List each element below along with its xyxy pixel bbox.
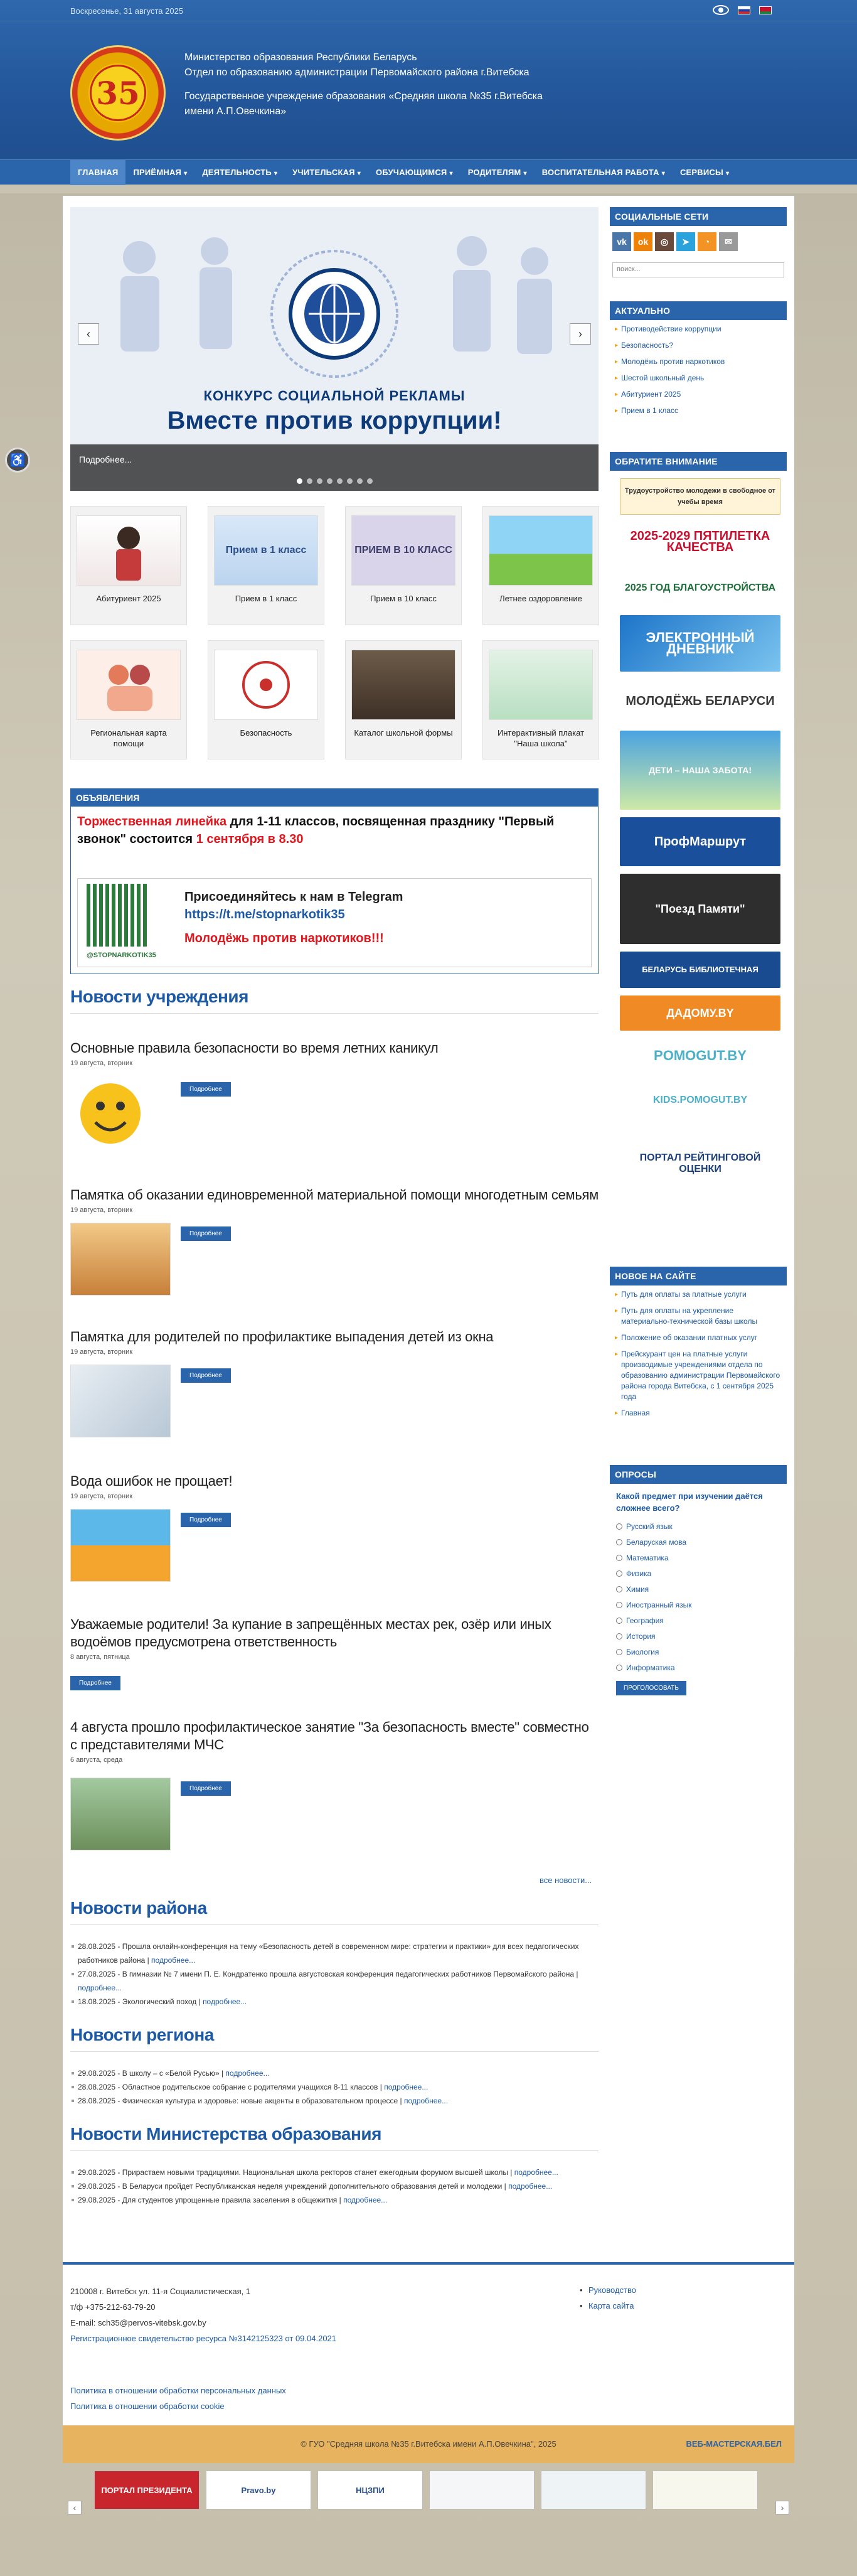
site-footer bbox=[63, 2262, 794, 2425]
more-link[interactable]: подробнее... bbox=[403, 2096, 449, 2105]
chevron-down-icon: ▾ bbox=[274, 170, 278, 177]
nav-upbringing[interactable]: ВОСПИТАТЕЛЬНАЯ РАБОТА ▾ bbox=[541, 168, 665, 177]
mail-icon[interactable]: ✉ bbox=[719, 232, 738, 251]
top-bar bbox=[0, 0, 857, 21]
actual-widget bbox=[610, 301, 787, 422]
tile-label: Прием в 10 класс bbox=[370, 594, 437, 603]
partner-banner[interactable]: Pravo.by bbox=[206, 2471, 311, 2509]
more-link[interactable]: подробнее... bbox=[384, 2083, 428, 2091]
tile-label: Абитуриент 2025 bbox=[96, 594, 161, 603]
tile-image bbox=[489, 650, 593, 720]
poll-option[interactable]: Беларуская мова bbox=[616, 1536, 782, 1548]
new-link[interactable]: Путь для оплаты за платные услуги bbox=[621, 1290, 747, 1299]
nav-services[interactable]: СЕРВИСЫ ▾ bbox=[679, 168, 730, 177]
telegram-text: Присоединяйтесь к нам в Telegram bbox=[184, 890, 403, 904]
poll-option[interactable]: Биология bbox=[616, 1646, 782, 1658]
widget-title: ОПРОСЫ bbox=[610, 1465, 787, 1484]
more-link[interactable]: подробнее... bbox=[508, 2182, 553, 2191]
news-title[interactable]: Вода ошибок не прощает! bbox=[70, 1473, 233, 1489]
chevron-down-icon: ▾ bbox=[357, 170, 361, 177]
slider-dot[interactable] bbox=[357, 478, 363, 484]
list-item: 18.08.2025 - Экологический поход | подробнее... bbox=[70, 1995, 599, 2009]
footer-links bbox=[580, 2282, 636, 2314]
banner-library[interactable]: БЕЛАРУСЬ БИБЛИОТЕЧНАЯ bbox=[620, 952, 780, 988]
partner-banner[interactable]: ПОРТАЛ ПРЕЗИДЕНТА bbox=[94, 2471, 200, 2509]
all-news-link[interactable]: все новости... bbox=[540, 1876, 592, 1885]
policy-links bbox=[70, 2383, 286, 2414]
slide-art-heading: Вместе против коррупции! bbox=[167, 407, 502, 434]
ok-icon[interactable]: ok bbox=[634, 232, 652, 251]
news-thumbnail[interactable] bbox=[70, 1509, 171, 1582]
news-more-button[interactable]: Подробнее bbox=[70, 1676, 120, 1690]
slider-prev-icon[interactable]: ‹ bbox=[78, 323, 99, 345]
banner-dadomu[interactable]: ДАДОМУ.BY bbox=[620, 996, 780, 1031]
news-title[interactable]: Основные правила безопасности во время летних каникул bbox=[70, 1040, 439, 1056]
partners-prev-icon[interactable]: ‹ bbox=[68, 2501, 82, 2514]
poll-form bbox=[610, 1484, 787, 1695]
partner-banners bbox=[63, 2463, 794, 2517]
banner-e-diary[interactable]: ЭЛЕКТРОННЫЙ ДНЕВНИК bbox=[620, 615, 780, 672]
actual-link[interactable]: Безопасность? bbox=[621, 341, 674, 350]
section-title-region: Новости региона bbox=[70, 2025, 599, 2052]
tile-image bbox=[77, 650, 181, 720]
nav-home[interactable]: ГЛАВНАЯ bbox=[70, 160, 125, 185]
news-item bbox=[70, 1186, 599, 1237]
logo-number: 35 bbox=[90, 65, 146, 121]
news-title[interactable]: Памятка для родителей по профилактике выпадения детей из окна bbox=[70, 1329, 494, 1344]
tile-label: Летнее оздоровление bbox=[499, 594, 582, 603]
tile-applicant[interactable] bbox=[70, 506, 187, 625]
tile-image bbox=[489, 515, 593, 586]
news-item bbox=[70, 1719, 599, 1792]
poll-option[interactable]: Русский язык bbox=[616, 1520, 782, 1533]
rss-icon[interactable]: ◔ bbox=[698, 232, 716, 251]
header-line-4: имени А.П.Овечкина» bbox=[184, 106, 287, 117]
radio-icon[interactable] bbox=[616, 1649, 622, 1655]
partner-banner[interactable] bbox=[541, 2471, 646, 2509]
news-more-button[interactable]: Подробнее bbox=[181, 1082, 231, 1097]
more-link[interactable]: подробнее... bbox=[514, 2168, 558, 2177]
new-link[interactable]: Положение об оказании платных услуг bbox=[621, 1333, 758, 1342]
slide-art-title: КОНКУРС СОЦИАЛЬНОЙ РЕКЛАМЫ bbox=[203, 388, 466, 404]
tile-uniform[interactable] bbox=[345, 640, 462, 759]
section-title-institution: Новости учреждения bbox=[70, 987, 599, 1014]
news-item bbox=[70, 1328, 599, 1379]
copyright-bar bbox=[63, 2425, 794, 2463]
tile-image bbox=[351, 650, 455, 720]
announcements-title: ОБЪЯВЛЕНИЯ bbox=[71, 789, 598, 807]
slider-dot[interactable] bbox=[297, 478, 302, 484]
news-item bbox=[70, 1473, 599, 1523]
announcements-box bbox=[70, 788, 599, 974]
nav-students[interactable]: ОБУЧАЮЩИМСЯ ▾ bbox=[375, 168, 453, 177]
list-item[interactable] bbox=[615, 1289, 783, 1300]
webmaster-link[interactable]: ВЕБ-МАСТЕРСКАЯ.БЕЛ bbox=[686, 2439, 782, 2449]
nav-reception[interactable]: ПРИЁМНАЯ ▾ bbox=[133, 168, 188, 177]
banner-memory-train[interactable]: "Поезд Памяти" bbox=[620, 874, 780, 944]
ministry-news-list bbox=[70, 2165, 599, 2207]
actual-link[interactable]: Абитуриент 2025 bbox=[621, 390, 681, 399]
news-more-button[interactable]: Подробнее bbox=[181, 1781, 231, 1796]
news-title[interactable]: 4 августа прошло профилактическое занятие "За безопасность вместе" совместно с представителями МЧС bbox=[70, 1719, 589, 1752]
vote-button[interactable]: ПРОГОЛОСОВАТЬ bbox=[616, 1681, 686, 1695]
banner-kids-pomogut[interactable]: KIDS.POMOGUT.BY bbox=[620, 1081, 780, 1120]
chevron-down-icon: ▾ bbox=[661, 170, 665, 177]
list-item[interactable] bbox=[615, 1408, 783, 1419]
more-link[interactable]: подробнее... bbox=[78, 1983, 122, 1992]
quick-tiles bbox=[70, 506, 599, 759]
news-date: 6 августа, среда bbox=[70, 1756, 123, 1764]
radio-icon[interactable] bbox=[616, 1618, 622, 1624]
list-item: 29.08.2025 - В школу – с «Белой Русью» | подробнее... bbox=[70, 2066, 599, 2080]
section-title-district: Новости района bbox=[70, 1898, 599, 1925]
banner-prof-route[interactable]: ПрофМаршрут bbox=[620, 817, 780, 866]
poll-option[interactable]: Физика bbox=[616, 1567, 782, 1580]
phone: т/ф +375-212-63-79-20 bbox=[70, 2302, 156, 2312]
tile-image bbox=[77, 515, 181, 586]
actual-link[interactable]: Противодействие коррупции bbox=[621, 325, 721, 333]
list-item: 28.08.2025 - Прошла онлайн-конференция на тему «Безопасность детей в современном мире: стратегии и практики» для всех педагогических работников района | подробнее... bbox=[70, 1940, 599, 1967]
header-text bbox=[184, 50, 543, 119]
more-link[interactable]: подробнее... bbox=[151, 1956, 196, 1965]
nav-activity[interactable]: ДЕЯТЕЛЬНОСТЬ ▾ bbox=[202, 168, 278, 177]
banner-improvement[interactable]: 2025 ГОД БЛАГОУСТРОЙСТВА bbox=[620, 569, 780, 608]
school-logo[interactable] bbox=[70, 45, 166, 141]
leadership-link[interactable]: Руководство bbox=[588, 2285, 636, 2295]
accessibility-icon[interactable]: ♿ bbox=[5, 448, 30, 473]
slider-dot[interactable] bbox=[347, 478, 353, 484]
news-date: 19 августа, вторник bbox=[70, 1206, 133, 1214]
tile-label: Региональная карта помощи bbox=[90, 728, 167, 748]
news-thumbnail[interactable] bbox=[70, 1223, 171, 1296]
low-vision-icon[interactable] bbox=[713, 5, 729, 15]
partners-next-icon[interactable]: › bbox=[775, 2501, 789, 2514]
instagram-icon[interactable]: ◎ bbox=[655, 232, 674, 251]
tile-label: Интерактивный плакат "Наша школа" bbox=[497, 728, 585, 748]
qr-code bbox=[87, 884, 149, 947]
list-item: 27.08.2025 - В гимназии № 7 имени П. Е. Кондратенко прошла августовская конференция педагогических работников Первомайского района | подробнее... bbox=[70, 1967, 599, 1995]
attention-widget bbox=[610, 452, 787, 1200]
section-title-ministry: Новости Министерства образования bbox=[70, 2124, 599, 2151]
tile-label: Каталог школьной формы bbox=[354, 728, 453, 738]
header-line-1: Министерство образования Республики Беларусь bbox=[184, 52, 417, 63]
copyright-text: © ГУО "Средняя школа №35 г.Витебска имени А.П.Овечкина", 2025 bbox=[301, 2439, 556, 2449]
radio-icon[interactable] bbox=[616, 1586, 622, 1592]
chevron-down-icon: ▾ bbox=[725, 170, 730, 177]
radio-icon[interactable] bbox=[616, 1602, 622, 1608]
news-more-button[interactable]: Подробнее bbox=[181, 1226, 231, 1241]
radio-icon[interactable] bbox=[616, 1570, 622, 1577]
poll-option[interactable]: Иностранный язык bbox=[616, 1599, 782, 1611]
poll-widget bbox=[610, 1465, 787, 1695]
lang-ru-flag-icon[interactable] bbox=[738, 6, 750, 14]
partner-banner[interactable] bbox=[652, 2471, 758, 2509]
slide-more-link[interactable]: Подробнее... bbox=[79, 454, 132, 464]
news-thumbnail[interactable] bbox=[70, 1365, 171, 1437]
tile-image: ПРИЕМ В 10 КЛАСС bbox=[351, 515, 455, 586]
news-thumbnail[interactable] bbox=[70, 1077, 171, 1150]
chevron-down-icon: ▾ bbox=[184, 170, 188, 177]
announcement-text: Торжественная линейка для 1-11 классов, посвященная празднику "Первый звонок" состоится 1 сентября в 8.30 bbox=[77, 815, 555, 846]
list-item[interactable] bbox=[615, 357, 783, 367]
new-link[interactable]: Прейскурант цен на платные услуги производимые учреждениями отдела по образованию администрации Первомайского района города Витебска, с 1 сентября 2025 года bbox=[621, 1350, 780, 1401]
more-link[interactable]: подробнее... bbox=[343, 2196, 388, 2204]
social-widget bbox=[610, 207, 787, 277]
slider-next-icon[interactable]: › bbox=[570, 323, 591, 345]
social-icons bbox=[610, 232, 787, 251]
slider-dot[interactable] bbox=[337, 478, 343, 484]
slider-dot[interactable] bbox=[307, 478, 312, 484]
list-item[interactable] bbox=[615, 1306, 783, 1327]
tile-safety[interactable] bbox=[208, 640, 324, 759]
widget-title: АКТУАЛЬНО bbox=[610, 301, 787, 320]
tile-poster[interactable] bbox=[482, 640, 599, 759]
list-item[interactable] bbox=[615, 405, 783, 416]
news-date: 19 августа, вторник bbox=[70, 1060, 133, 1067]
search-input[interactable]: поиск... bbox=[612, 262, 784, 277]
radio-icon[interactable] bbox=[616, 1555, 622, 1561]
radio-icon[interactable] bbox=[616, 1523, 622, 1530]
cookie-policy-link[interactable]: Политика в отношении обработки cookie bbox=[70, 2402, 225, 2411]
news-date: 19 августа, вторник bbox=[70, 1493, 133, 1500]
news-thumbnail[interactable] bbox=[70, 1778, 171, 1850]
footer-link[interactable] bbox=[580, 2282, 636, 2298]
tile-label: Прием в 1 класс bbox=[235, 594, 297, 603]
email[interactable]: E-mail: sch35@pervos-vitebsk.gov.by bbox=[70, 2318, 206, 2327]
telegram-link[interactable]: https://t.me/stopnarkotik35 bbox=[184, 908, 345, 921]
address: 210008 г. Витебск ул. 11-я Социалистическая, 1 bbox=[70, 2287, 251, 2296]
slider-dot[interactable] bbox=[317, 478, 322, 484]
list-item[interactable] bbox=[615, 1349, 783, 1402]
actual-link[interactable]: Прием в 1 класс bbox=[621, 406, 679, 415]
list-item: 29.08.2025 - Прирастаем новыми традициями. Национальная школа ректоров станет ежегодным форумом высшей школы | подробнее... bbox=[70, 2165, 599, 2179]
telegram-icon[interactable]: ➤ bbox=[676, 232, 695, 251]
actual-link[interactable]: Молодёжь против наркотиков bbox=[621, 357, 725, 366]
partner-banner[interactable] bbox=[429, 2471, 535, 2509]
new-list bbox=[610, 1285, 787, 1419]
privacy-policy-link[interactable]: Политика в отношении обработки персональных данных bbox=[70, 2386, 286, 2395]
region-news-list bbox=[70, 2066, 599, 2108]
news-more-button[interactable]: Подробнее bbox=[181, 1513, 231, 1527]
tile-help-map[interactable] bbox=[70, 640, 187, 759]
widget-title: НОВОЕ НА САЙТЕ bbox=[610, 1267, 787, 1285]
widget-title: СОЦИАЛЬНЫЕ СЕТИ bbox=[610, 207, 787, 226]
more-link[interactable]: подробнее... bbox=[225, 2069, 270, 2078]
list-item: 28.08.2025 - Областное родительское собрание с родителями учащихся 8-11 классов | подробнее... bbox=[70, 2080, 599, 2094]
widget-title: ОБРАТИТЕ ВНИМАНИЕ bbox=[610, 452, 787, 471]
slider-dot[interactable] bbox=[367, 478, 373, 484]
list-item[interactable] bbox=[615, 324, 783, 335]
banner-youth[interactable]: МОЛОДЁЖЬ БЕЛАРУСИ bbox=[620, 679, 780, 723]
news-more-button[interactable]: Подробнее bbox=[181, 1368, 231, 1383]
tile-first-grade[interactable] bbox=[208, 506, 324, 625]
current-date: Воскресенье, 31 августа 2025 bbox=[70, 6, 184, 16]
tile-image bbox=[214, 650, 318, 720]
news-date: 8 августа, пятница bbox=[70, 1653, 130, 1661]
nav-parents[interactable]: РОДИТЕЛЯМ ▾ bbox=[467, 168, 527, 177]
tile-summer[interactable] bbox=[482, 506, 599, 625]
district-news-list bbox=[70, 1940, 599, 2009]
header-line-2: Отдел по образованию администрации Первомайского района г.Витебска bbox=[184, 67, 530, 78]
banner-employment[interactable]: Трудоустройство молодежи в свободное от учебы время bbox=[620, 478, 780, 515]
slider-dot[interactable] bbox=[327, 478, 333, 484]
poll-option[interactable]: Информатика bbox=[616, 1661, 782, 1674]
new-link[interactable]: Путь для оплаты на укрепление материально-технической базы школы bbox=[621, 1306, 758, 1326]
site-header bbox=[0, 0, 857, 159]
telegram-slogan: Молодёжь против наркотиков!!! bbox=[184, 931, 384, 945]
qr-caption: @STOPNARKOTIK35 bbox=[87, 952, 156, 959]
list-item[interactable] bbox=[615, 1333, 783, 1343]
list-item[interactable] bbox=[615, 340, 783, 351]
new-on-site-widget bbox=[610, 1267, 787, 1424]
tile-tenth-grade[interactable] bbox=[345, 506, 462, 625]
list-item: 29.08.2025 - Для студентов упрощенные правила заселения в общежития | подробнее... bbox=[70, 2193, 599, 2207]
poll-question: Какой предмет при изучении даётся сложнее всего? bbox=[616, 1491, 763, 1513]
partner-banner[interactable]: НЦЗПИ bbox=[317, 2471, 423, 2509]
nav-teachers[interactable]: УЧИТЕЛЬСКАЯ ▾ bbox=[292, 168, 361, 177]
header-line-3: Государственное учреждение образования «Средняя школа №35 г.Витебска bbox=[184, 91, 543, 102]
slider-dots bbox=[70, 478, 599, 484]
poll-option[interactable]: География bbox=[616, 1614, 782, 1627]
chevron-down-icon: ▾ bbox=[449, 170, 453, 177]
actual-list bbox=[610, 320, 787, 416]
new-link[interactable]: Главная bbox=[621, 1409, 650, 1417]
news-item bbox=[70, 1616, 599, 1687]
vk-icon[interactable]: vk bbox=[612, 232, 631, 251]
banner-rating-portal[interactable]: ПОРТАЛ РЕЙТИНГОВОЙ ОЦЕНКИ bbox=[620, 1127, 780, 1200]
list-item: 29.08.2025 - В Беларуси пройдет Республиканская неделя учреждений дополнительного образования детей и молодежи | подробнее... bbox=[70, 2179, 599, 2193]
tile-image: Прием в 1 класс bbox=[214, 515, 318, 586]
list-item[interactable] bbox=[615, 373, 783, 384]
radio-icon[interactable] bbox=[616, 1633, 622, 1640]
news-date: 19 августа, вторник bbox=[70, 1348, 133, 1356]
lang-by-flag-icon[interactable] bbox=[759, 6, 772, 14]
footer-link[interactable] bbox=[580, 2298, 636, 2314]
telegram-block bbox=[77, 878, 592, 967]
sitemap-link[interactable]: Карта сайта bbox=[588, 2301, 634, 2310]
poll-option[interactable]: Математика bbox=[616, 1552, 782, 1564]
list-item: 28.08.2025 - Физическая культура и здоровье: новые акценты в образовательном процессе | подробнее... bbox=[70, 2094, 599, 2108]
top-tools bbox=[713, 5, 772, 15]
poll-option[interactable]: История bbox=[616, 1630, 782, 1643]
radio-icon[interactable] bbox=[616, 1539, 622, 1545]
chevron-down-icon: ▾ bbox=[523, 170, 527, 177]
banner-children[interactable]: ДЕТИ – НАША ЗАБОТА! bbox=[620, 731, 780, 810]
main-nav bbox=[0, 159, 857, 185]
banner-quality[interactable]: 2025-2029 ПЯТИЛЕТКА КАЧЕСТВА bbox=[620, 522, 780, 561]
registration-link[interactable]: Регистрационное свидетельство ресурса №3142125323 от 09.04.2021 bbox=[70, 2334, 337, 2343]
contact-info bbox=[70, 2284, 336, 2346]
banner-pomogut[interactable]: POMOGUT.BY bbox=[620, 1038, 780, 1073]
news-title[interactable]: Уважаемые родители! За купание в запрещённых местах рек, озёр или иных водоёмов предусмотрена ответственность bbox=[70, 1616, 551, 1650]
news-title[interactable]: Памятка об оказании единовременной материальной помощи многодетным семьям bbox=[70, 1187, 599, 1203]
more-link[interactable]: подробнее... bbox=[203, 1997, 247, 2006]
radio-icon[interactable] bbox=[616, 1665, 622, 1671]
image-slider[interactable] bbox=[70, 207, 599, 491]
tile-label: Безопасность bbox=[240, 728, 292, 738]
poll-option[interactable]: Химия bbox=[616, 1583, 782, 1596]
news-item bbox=[70, 1039, 599, 1093]
actual-link[interactable]: Шестой школьный день bbox=[621, 373, 705, 382]
list-item[interactable] bbox=[615, 389, 783, 400]
